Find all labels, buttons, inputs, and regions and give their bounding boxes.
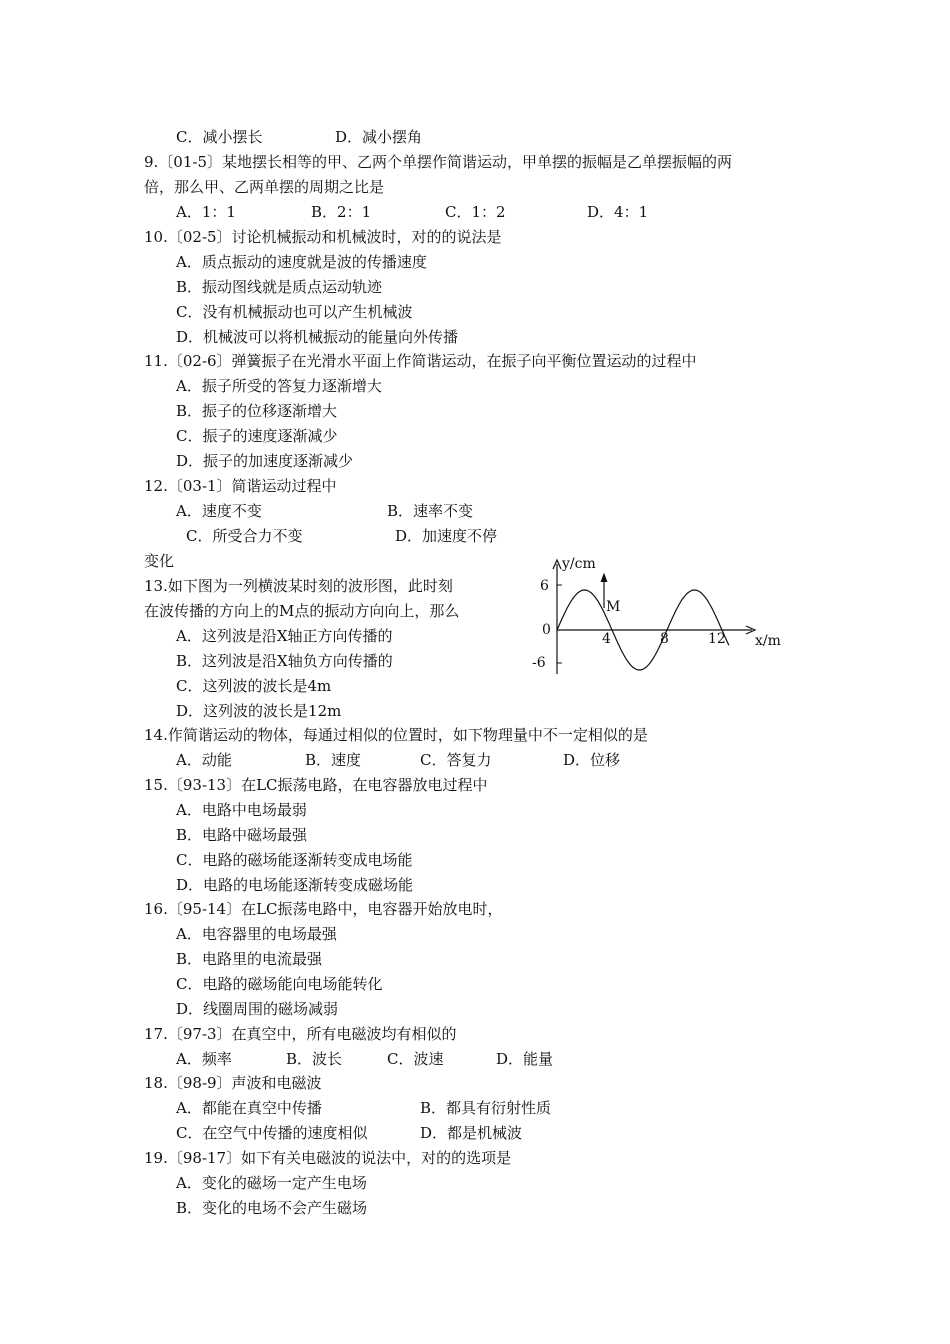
q15-option-a: A．电路中电场最弱: [176, 801, 307, 819]
point-m-label: M: [606, 599, 621, 615]
q18-option-a: A．都能在真空中传播: [176, 1099, 322, 1117]
q14-option-a: A．动能: [176, 751, 232, 769]
x-tick-label-12: 12: [708, 631, 726, 647]
q18-option-d: D．都是机械波: [420, 1124, 523, 1142]
q10-option-b: B．振动图线就是质点运动轨迹: [176, 278, 383, 296]
wave-figure: [520, 550, 800, 680]
q14-stem: 14.作简谐运动的物体，每通过相似的位置时，如下物理量中不一定相似的是: [144, 726, 648, 744]
q8-option-d: D．减小摆角: [335, 128, 423, 146]
q9-option-a: A．1：1: [176, 203, 236, 221]
q18-option-c: C．在空气中传播的速度相似: [176, 1124, 368, 1142]
q19-option-b: B．变化的电场不会产生磁场: [176, 1199, 368, 1217]
q12-option-c: C．所受合力不变: [186, 527, 303, 545]
x-axis-label: x/m: [755, 633, 781, 649]
q17-option-a: A．频率: [176, 1050, 232, 1068]
origin-label: 0: [542, 622, 551, 638]
q14-option-d: D．位移: [563, 751, 621, 769]
q12-option-d: D．加速度不停: [395, 527, 498, 545]
y-tick-label-neg6: -6: [532, 655, 546, 671]
q14-option-b: B．速度: [305, 751, 362, 769]
q10-stem: 10.〔02-5〕讨论机械振动和机械波时，对的的说法是: [144, 228, 502, 246]
q11-option-d: D．振子的加速度逐渐减少: [176, 452, 354, 470]
q9-option-b: B．2：1: [311, 203, 372, 221]
q16-option-c: C．电路的磁场能向电场能转化: [176, 975, 383, 993]
q10-option-c: C．没有机械振动也可以产生机械波: [176, 303, 413, 321]
x-tick-label-8: 8: [660, 631, 669, 647]
q16-option-b: B．电路里的电流最强: [176, 950, 323, 968]
x-tick-label-4: 4: [602, 631, 611, 647]
q13-stem-cont: 在波传播的方向上的M点的振动方向向上，那么: [144, 602, 460, 620]
q9-stem-cont: 倍，那么甲、乙两单摆的周期之比是: [144, 178, 385, 196]
q16-stem: 16.〔95-14〕在LC振荡电路中，电容器开始放电时，: [144, 900, 503, 918]
q17-option-d: D．能量: [496, 1050, 554, 1068]
q11-option-b: B．振子的位移逐渐增大: [176, 402, 338, 420]
q16-option-d: D．线圈周围的磁场减弱: [176, 1000, 339, 1018]
q8-option-c: C．减小摆长: [176, 128, 263, 146]
q12-option-d-cont: 变化: [144, 552, 175, 570]
q9-option-c: C．1：2: [445, 203, 506, 221]
q16-option-a: A．电容器里的电场最强: [176, 925, 337, 943]
q15-stem: 15.〔93-13〕在LC振荡电路，在电容器放电过程中: [144, 776, 488, 794]
q10-option-a: A．质点振动的速度就是波的传播速度: [176, 253, 427, 271]
q9-option-d: D．4：1: [587, 203, 649, 221]
m-arrow-head-icon: [601, 574, 607, 582]
q13-option-d: D．这列波的波长是12m: [176, 702, 342, 720]
q17-option-b: B．波长: [286, 1050, 343, 1068]
q9-stem: 9.〔01-5〕某地摆长相等的甲、乙两个单摆作简谐运动，甲单摆的振幅是乙单摆振幅的两: [144, 153, 733, 171]
q13-option-b: B．这列波是沿X轴负方向传播的: [176, 652, 393, 670]
q13-stem: 13.如下图为一列横波某时刻的波形图，此时刻: [144, 577, 453, 595]
q11-option-a: A．振子所受的答复力逐渐增大: [176, 377, 382, 395]
q15-option-b: B．电路中磁场最强: [176, 826, 308, 844]
q18-option-b: B．都具有衍射性质: [420, 1099, 552, 1117]
q12-option-a: A．速度不变: [176, 502, 262, 520]
q17-option-c: C．波速: [387, 1050, 444, 1068]
q15-option-c: C．电路的磁场能逐渐转变成电场能: [176, 851, 413, 869]
q15-option-d: D．电路的电场能逐渐转变成磁场能: [176, 876, 414, 894]
q19-option-a: A．变化的磁场一定产生电场: [176, 1174, 367, 1192]
y-axis-label: y/cm: [562, 556, 596, 572]
q11-option-c: C．振子的速度逐渐减少: [176, 427, 338, 445]
q13-option-a: A．这列波是沿X轴正方向传播的: [176, 627, 393, 645]
q17-stem: 17.〔97-3〕在真空中，所有电磁波均有相似的: [144, 1025, 457, 1043]
q11-stem: 11.〔02-6〕弹簧振子在光滑水平面上作简谐运动，在振子向平衡位置运动的过程中: [144, 352, 697, 370]
q10-option-d: D．机械波可以将机械振动的能量向外传播: [176, 328, 459, 346]
q12-option-b: B．速率不变: [387, 502, 474, 520]
q19-stem: 19.〔98-17〕如下有关电磁波的说法中，对的的选项是: [144, 1149, 512, 1167]
q12-stem: 12.〔03-1〕简谐运动过程中: [144, 477, 337, 495]
q13-option-c: C．这列波的波长是4m: [176, 677, 332, 695]
y-tick-label-6: 6: [540, 578, 549, 594]
q18-stem: 18.〔98-9〕声波和电磁波: [144, 1074, 322, 1092]
q14-option-c: C．答复力: [420, 751, 492, 769]
